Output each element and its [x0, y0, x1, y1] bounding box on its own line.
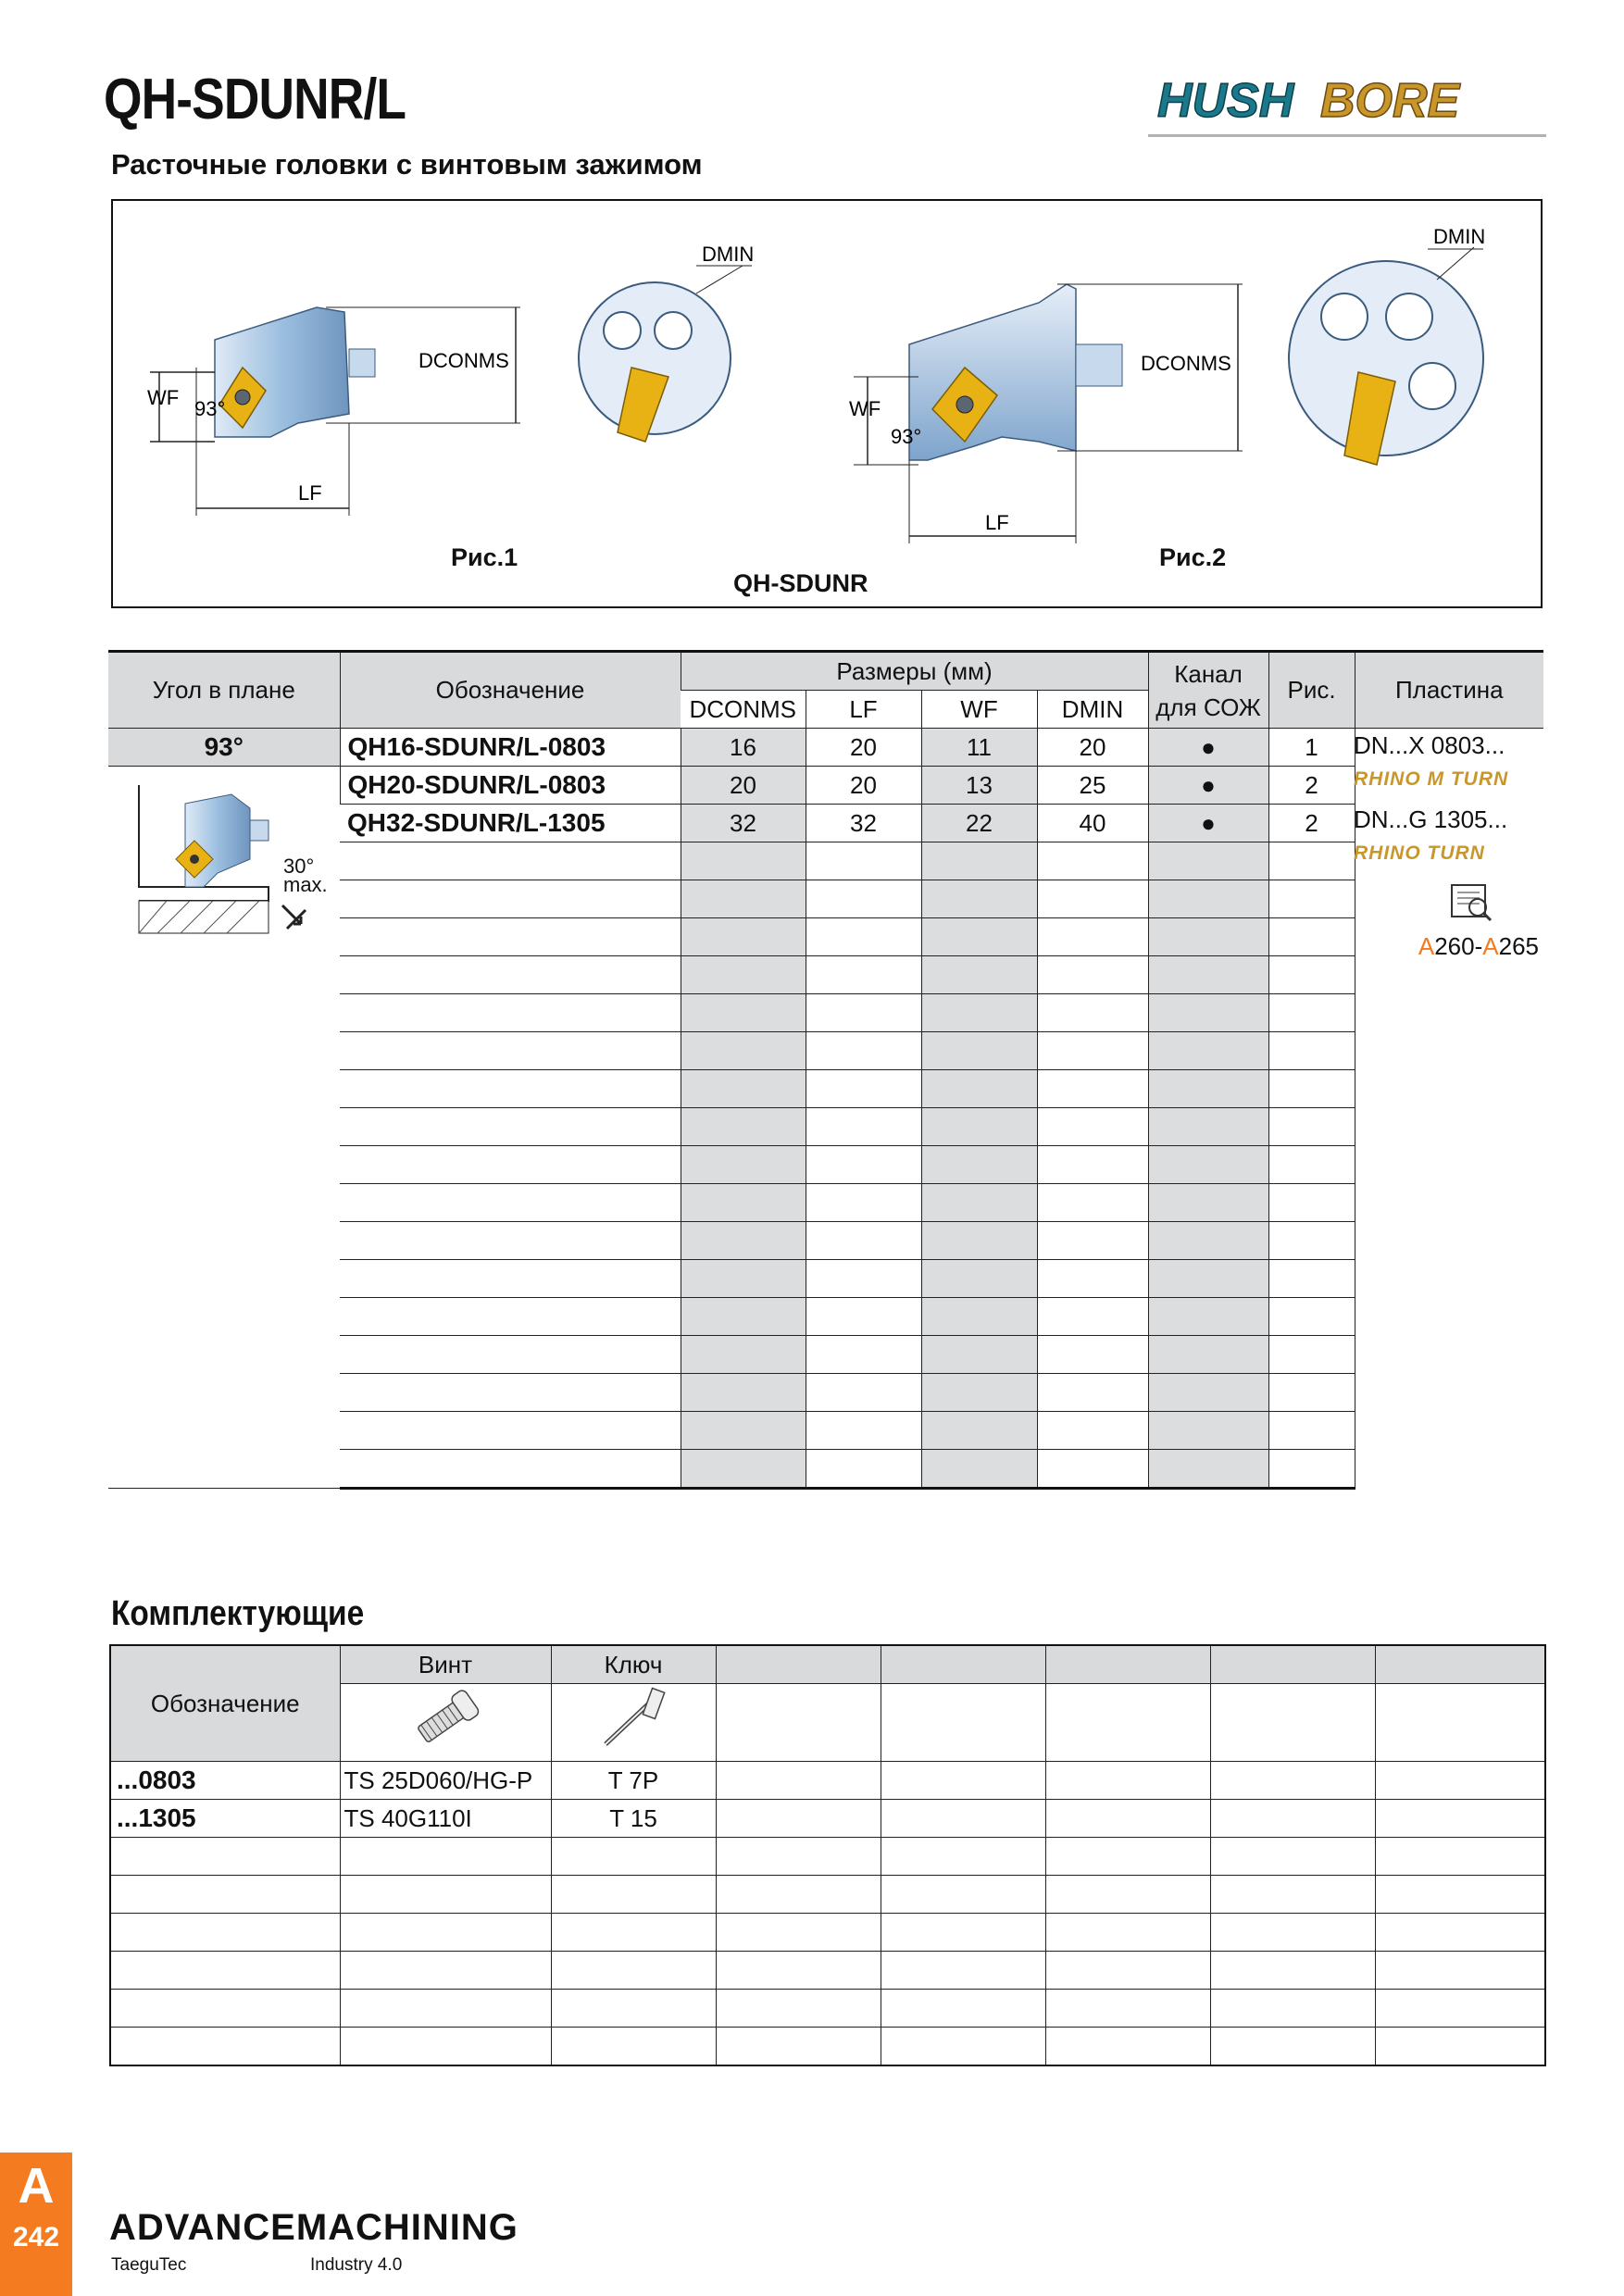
- dconms-cell: [681, 842, 806, 880]
- fig2-angle-label: 93°: [891, 425, 922, 448]
- figure-panel: [111, 199, 1543, 608]
- acc-empty: [881, 1762, 1045, 1800]
- lf-cell: [806, 1032, 921, 1070]
- hushbore-logo: [1157, 72, 1546, 137]
- insert-line-1: DN...X 0803...: [1354, 731, 1505, 759]
- code-cell: [340, 956, 681, 994]
- acc-empty: [1375, 1762, 1545, 1800]
- wf-cell: [921, 1108, 1037, 1146]
- acc-empty: [881, 1838, 1045, 1876]
- svg-text:HUSH: HUSH: [1157, 74, 1294, 128]
- code-cell: [340, 918, 681, 956]
- coolant-cell: [1148, 1412, 1268, 1450]
- lf-cell: [806, 1374, 921, 1412]
- coolant-cell: [1148, 956, 1268, 994]
- wf-cell: [921, 1374, 1037, 1412]
- acc-empty: [1210, 2028, 1375, 2066]
- fig-cell: [1268, 1412, 1355, 1450]
- code-cell: [340, 842, 681, 880]
- acc-empty: [1045, 1838, 1210, 1876]
- insert-line-2: DN...G 1305...: [1354, 805, 1508, 833]
- col-code: Обозначение: [340, 652, 681, 729]
- accessories-title: Комплектующие: [111, 1594, 365, 1633]
- acc-col-key: Ключ: [551, 1645, 716, 1684]
- acc-empty: [1210, 1876, 1375, 1914]
- lf-cell: [806, 956, 921, 994]
- acc-col-empty: [881, 1645, 1045, 1684]
- acc-empty: [1375, 1876, 1545, 1914]
- dconms-cell: [681, 1070, 806, 1108]
- fig-cell: [1268, 1146, 1355, 1184]
- acc-empty: [716, 2028, 881, 2066]
- fig-cell: [1268, 1070, 1355, 1108]
- acc-row: [110, 1762, 1545, 1800]
- acc-code-cell: ...0803: [110, 1762, 340, 1800]
- acc-col-empty: [1045, 1645, 1210, 1684]
- coolant-cell: [1148, 1374, 1268, 1412]
- fig1-lf-label: LF: [298, 481, 322, 505]
- col-insert: Пластина: [1355, 652, 1543, 729]
- acc-empty: [1210, 1952, 1375, 1990]
- acc-empty: [1045, 1800, 1210, 1838]
- acc-empty: [1375, 1990, 1545, 2028]
- dmin-cell: [1037, 956, 1148, 994]
- fig-cell: [1268, 1222, 1355, 1260]
- acc-row: [110, 1952, 1545, 1990]
- fig2-dmin-label: DMIN: [1433, 225, 1486, 248]
- col-wf: WF: [921, 691, 1037, 729]
- coolant-cell: [1148, 1336, 1268, 1374]
- lf-cell: [806, 1146, 921, 1184]
- dmin-cell: [1037, 1070, 1148, 1108]
- fig2-dconms-label: DCONMS: [1141, 352, 1231, 375]
- lf-cell: 32: [806, 805, 921, 842]
- acc-screw-cell: [340, 1876, 551, 1914]
- acc-row: [110, 1914, 1545, 1952]
- coolant-cell: ●: [1148, 729, 1268, 767]
- dmin-cell: [1037, 1374, 1148, 1412]
- key-icon-cell: [551, 1684, 716, 1762]
- dconms-cell: [681, 880, 806, 918]
- dmin-cell: [1037, 1450, 1148, 1489]
- acc-empty: [1045, 1952, 1210, 1990]
- dmin-cell: [1037, 1336, 1148, 1374]
- acc-col-empty: [716, 1645, 881, 1684]
- col-lf: LF: [806, 691, 921, 729]
- acc-col-screw: Винт: [340, 1645, 551, 1684]
- acc-empty: [716, 1800, 881, 1838]
- code-cell: [340, 1108, 681, 1146]
- page-number: 242: [12, 2222, 60, 2252]
- acc-col-empty: [1375, 1645, 1545, 1684]
- code-cell: [340, 1222, 681, 1260]
- wf-cell: 11: [921, 729, 1037, 767]
- fig-cell: [1268, 1032, 1355, 1070]
- acc-empty: [716, 1914, 881, 1952]
- acc-empty: [716, 1876, 881, 1914]
- coolant-cell: ●: [1148, 805, 1268, 842]
- dmin-cell: [1037, 842, 1148, 880]
- acc-empty: [881, 1914, 1045, 1952]
- fig-cell: [1268, 1184, 1355, 1222]
- dconms-cell: [681, 1336, 806, 1374]
- code-cell: [340, 1032, 681, 1070]
- wf-cell: [921, 1146, 1037, 1184]
- approach-angle-value: 30°: [283, 855, 315, 878]
- torx-key-icon: [592, 1684, 675, 1754]
- code-cell: QH20-SDUNR/L-0803: [340, 767, 681, 805]
- code-cell: QH32-SDUNR/L-1305: [340, 805, 681, 842]
- acc-empty: [716, 1684, 881, 1762]
- dconms-cell: [681, 1222, 806, 1260]
- dconms-cell: [681, 1260, 806, 1298]
- dconms-cell: [681, 1146, 806, 1184]
- coolant-cell: [1148, 1450, 1268, 1489]
- dmin-cell: [1037, 880, 1148, 918]
- wf-cell: [921, 956, 1037, 994]
- acc-key-cell: T 7P: [551, 1762, 716, 1800]
- wf-cell: [921, 1184, 1037, 1222]
- coolant-cell: ●: [1148, 767, 1268, 805]
- coolant-cell: [1148, 1032, 1268, 1070]
- wf-cell: [921, 1412, 1037, 1450]
- brand-company: TaeguTec: [111, 2255, 187, 2275]
- acc-empty: [1045, 1914, 1210, 1952]
- acc-empty: [1210, 1762, 1375, 1800]
- dconms-cell: [681, 1108, 806, 1146]
- dconms-cell: [681, 1184, 806, 1222]
- fig-cell: [1268, 842, 1355, 880]
- lf-cell: [806, 1070, 921, 1108]
- wf-cell: [921, 994, 1037, 1032]
- acc-key-cell: [551, 1876, 716, 1914]
- lf-cell: [806, 1412, 921, 1450]
- acc-code-cell: [110, 1914, 340, 1952]
- lf-cell: [806, 1222, 921, 1260]
- fig2-label: Рис.2: [1159, 543, 1227, 571]
- acc-empty: [1210, 1914, 1375, 1952]
- fig-cell: [1268, 1374, 1355, 1412]
- approach-angle-note: [283, 857, 328, 894]
- coolant-cell: [1148, 1070, 1268, 1108]
- ref-page-1: 260-: [1434, 932, 1483, 960]
- code-cell: [340, 1374, 681, 1412]
- figure-caption: QH-SDUNR: [733, 569, 868, 597]
- lf-cell: [806, 918, 921, 956]
- lf-cell: [806, 1298, 921, 1336]
- fig1-end-view: [579, 266, 752, 442]
- page-subtitle: Расточные головки с винтовым зажимом: [111, 148, 703, 181]
- fig-cell: 1: [1268, 729, 1355, 767]
- dconms-cell: [681, 1412, 806, 1450]
- acc-empty: [1375, 1952, 1545, 1990]
- dmin-cell: [1037, 1260, 1148, 1298]
- ref-section-2: A: [1482, 932, 1499, 960]
- dconms-cell: [681, 994, 806, 1032]
- col-coolant: [1148, 652, 1268, 729]
- coolant-cell: [1148, 880, 1268, 918]
- svg-text:BORE: BORE: [1320, 74, 1460, 128]
- wf-cell: [921, 1336, 1037, 1374]
- acc-key-cell: [551, 1838, 716, 1876]
- lf-cell: [806, 1184, 921, 1222]
- dmin-cell: [1037, 1184, 1148, 1222]
- acc-code-cell: [110, 1952, 340, 1990]
- fig1-angle-label: 93°: [194, 397, 226, 420]
- dconms-cell: [681, 1450, 806, 1489]
- insert-brand-2-text: RHINO TURN: [1354, 842, 1485, 864]
- fig2-end-view: [1289, 247, 1483, 465]
- wf-cell: [921, 880, 1037, 918]
- wf-cell: [921, 1298, 1037, 1336]
- fig-cell: 2: [1268, 805, 1355, 842]
- dmin-cell: 25: [1037, 767, 1148, 805]
- coolant-cell: [1148, 994, 1268, 1032]
- screw-icon: [404, 1684, 487, 1754]
- acc-empty: [1375, 2028, 1545, 2066]
- dmin-cell: [1037, 1298, 1148, 1336]
- accessories-table: [109, 1644, 1546, 2066]
- acc-code-cell: [110, 1990, 340, 2028]
- acc-row: [110, 1876, 1545, 1914]
- acc-screw-cell: [340, 1990, 551, 2028]
- acc-empty: [1045, 1684, 1210, 1762]
- acc-screw-cell: [340, 1914, 551, 1952]
- fig-cell: [1268, 880, 1355, 918]
- insert-info: [1354, 731, 1539, 961]
- acc-key-cell: T 15: [551, 1800, 716, 1838]
- coolant-cell: [1148, 1298, 1268, 1336]
- acc-empty: [1045, 1762, 1210, 1800]
- acc-row: [110, 1990, 1545, 2028]
- lf-cell: [806, 1336, 921, 1374]
- fig1-dmin-label: DMIN: [702, 243, 755, 266]
- dconms-cell: 32: [681, 805, 806, 842]
- acc-code-cell: [110, 1838, 340, 1876]
- dconms-cell: [681, 918, 806, 956]
- acc-row: [110, 1838, 1545, 1876]
- col-dims: Размеры (мм): [681, 652, 1148, 691]
- lf-cell: [806, 1260, 921, 1298]
- acc-empty: [1045, 1990, 1210, 2028]
- acc-empty: [1375, 1800, 1545, 1838]
- fig-cell: [1268, 994, 1355, 1032]
- acc-empty: [716, 1762, 881, 1800]
- product-table: [108, 650, 1543, 1490]
- acc-key-cell: [551, 1914, 716, 1952]
- fig2-side-view: [854, 284, 1243, 543]
- lf-cell: [806, 880, 921, 918]
- acc-row: [110, 2028, 1545, 2066]
- fig-cell: [1268, 1260, 1355, 1298]
- angle-cell: 93°: [108, 729, 340, 767]
- fig1-wf-label: WF: [147, 386, 180, 409]
- acc-empty: [1210, 1684, 1375, 1762]
- dmin-cell: [1037, 918, 1148, 956]
- acc-code-cell: ...1305: [110, 1800, 340, 1838]
- lf-cell: [806, 994, 921, 1032]
- coolant-cell: [1148, 842, 1268, 880]
- ref-page-2: 265: [1498, 932, 1539, 960]
- acc-empty: [716, 1838, 881, 1876]
- acc-key-cell: [551, 1990, 716, 2028]
- fig1-dconms-label: DCONMS: [418, 349, 509, 372]
- tool-drawings: [113, 201, 1541, 606]
- wf-cell: [921, 918, 1037, 956]
- acc-empty: [881, 1952, 1045, 1990]
- dmin-cell: [1037, 1146, 1148, 1184]
- brand-logo: ADVANCEMACHINING: [109, 2207, 518, 2248]
- fig-cell: 2: [1268, 767, 1355, 805]
- acc-empty: [1045, 1876, 1210, 1914]
- wf-cell: [921, 1260, 1037, 1298]
- dconms-cell: 16: [681, 729, 806, 767]
- insert-brand-1-text: RHINO M TURN: [1354, 768, 1509, 790]
- insert-brand-2: [1354, 842, 1539, 880]
- acc-empty: [1375, 1914, 1545, 1952]
- dconms-cell: [681, 1374, 806, 1412]
- fig2-wf-label: WF: [849, 397, 881, 420]
- acc-screw-cell: TS 25D060/HG-P: [340, 1762, 551, 1800]
- acc-row: [110, 1800, 1545, 1838]
- dmin-cell: 40: [1037, 805, 1148, 842]
- code-cell: [340, 1184, 681, 1222]
- code-cell: [340, 1260, 681, 1298]
- acc-screw-cell: [340, 1952, 551, 1990]
- lf-cell: 20: [806, 729, 921, 767]
- acc-empty: [1045, 2028, 1210, 2066]
- col-angle: Угол в плане: [108, 652, 340, 729]
- wf-cell: [921, 1032, 1037, 1070]
- coolant-cell: [1148, 1146, 1268, 1184]
- acc-col-empty: [1210, 1645, 1375, 1684]
- dmin-cell: [1037, 1222, 1148, 1260]
- code-cell: QH16-SDUNR/L-0803: [340, 729, 681, 767]
- wf-cell: 13: [921, 767, 1037, 805]
- dmin-cell: 20: [1037, 729, 1148, 767]
- fig-cell: [1268, 1450, 1355, 1489]
- fig-cell: [1268, 918, 1355, 956]
- acc-empty: [1210, 1838, 1375, 1876]
- lf-cell: 20: [806, 767, 921, 805]
- dconms-cell: [681, 1032, 806, 1070]
- acc-code-cell: [110, 2028, 340, 2066]
- wf-cell: [921, 842, 1037, 880]
- code-cell: [340, 1450, 681, 1489]
- code-cell: [340, 1336, 681, 1374]
- acc-screw-cell: TS 40G110I: [340, 1800, 551, 1838]
- fig-cell: [1268, 1298, 1355, 1336]
- acc-empty: [881, 1800, 1045, 1838]
- col-dmin: DMIN: [1037, 691, 1148, 729]
- section-letter: A: [18, 2158, 55, 2214]
- col-coolant-1: Канал: [1174, 659, 1243, 688]
- screw-icon-cell: [340, 1684, 551, 1762]
- code-cell: [340, 880, 681, 918]
- code-cell: [340, 1412, 681, 1450]
- acc-empty: [881, 1990, 1045, 2028]
- catalog-page-reference[interactable]: [1354, 932, 1539, 961]
- coolant-cell: [1148, 918, 1268, 956]
- code-cell: [340, 994, 681, 1032]
- page-title: QH-SDUNR/L: [104, 68, 406, 131]
- approach-angle-max: max.: [283, 873, 328, 896]
- code-cell: [340, 1070, 681, 1108]
- coolant-cell: [1148, 1260, 1268, 1298]
- fig1-label: Рис.1: [451, 543, 518, 571]
- brand-tagline: Industry 4.0: [310, 2255, 403, 2275]
- acc-empty: [1375, 1838, 1545, 1876]
- fig2-lf-label: LF: [985, 511, 1009, 534]
- dconms-cell: [681, 956, 806, 994]
- code-cell: [340, 1298, 681, 1336]
- acc-empty: [1210, 1990, 1375, 2028]
- table-row: [108, 729, 1543, 767]
- acc-empty: [881, 2028, 1045, 2066]
- acc-screw-cell: [340, 2028, 551, 2066]
- fig-cell: [1268, 1108, 1355, 1146]
- col-dconms: DCONMS: [681, 691, 806, 729]
- wf-cell: [921, 1222, 1037, 1260]
- acc-empty: [881, 1876, 1045, 1914]
- coolant-cell: [1148, 1108, 1268, 1146]
- lf-cell: [806, 842, 921, 880]
- dmin-cell: [1037, 994, 1148, 1032]
- ref-section-1: A: [1418, 932, 1435, 960]
- dconms-cell: 20: [681, 767, 806, 805]
- acc-col-code: Обозначение: [110, 1645, 340, 1762]
- dmin-cell: [1037, 1412, 1148, 1450]
- insert-brand-1: [1354, 768, 1539, 805]
- wf-cell: [921, 1450, 1037, 1489]
- acc-code-cell: [110, 1876, 340, 1914]
- dconms-cell: [681, 1298, 806, 1336]
- fig-cell: [1268, 956, 1355, 994]
- acc-empty: [881, 1684, 1045, 1762]
- acc-empty: [1375, 1684, 1545, 1762]
- acc-empty: [1210, 1800, 1375, 1838]
- col-coolant-2: для СОЖ: [1156, 693, 1261, 721]
- acc-key-cell: [551, 1952, 716, 1990]
- dmin-cell: [1037, 1108, 1148, 1146]
- book-reference-icon: [1446, 880, 1502, 922]
- coolant-cell: [1148, 1222, 1268, 1260]
- acc-screw-cell: [340, 1838, 551, 1876]
- acc-empty: [716, 1952, 881, 1990]
- lf-cell: [806, 1450, 921, 1489]
- acc-key-cell: [551, 2028, 716, 2066]
- acc-empty: [716, 1990, 881, 2028]
- fig-cell: [1268, 1336, 1355, 1374]
- coolant-cell: [1148, 1184, 1268, 1222]
- col-fig: Рис.: [1268, 652, 1355, 729]
- wf-cell: 22: [921, 805, 1037, 842]
- wf-cell: [921, 1070, 1037, 1108]
- dmin-cell: [1037, 1032, 1148, 1070]
- lf-cell: [806, 1108, 921, 1146]
- code-cell: [340, 1146, 681, 1184]
